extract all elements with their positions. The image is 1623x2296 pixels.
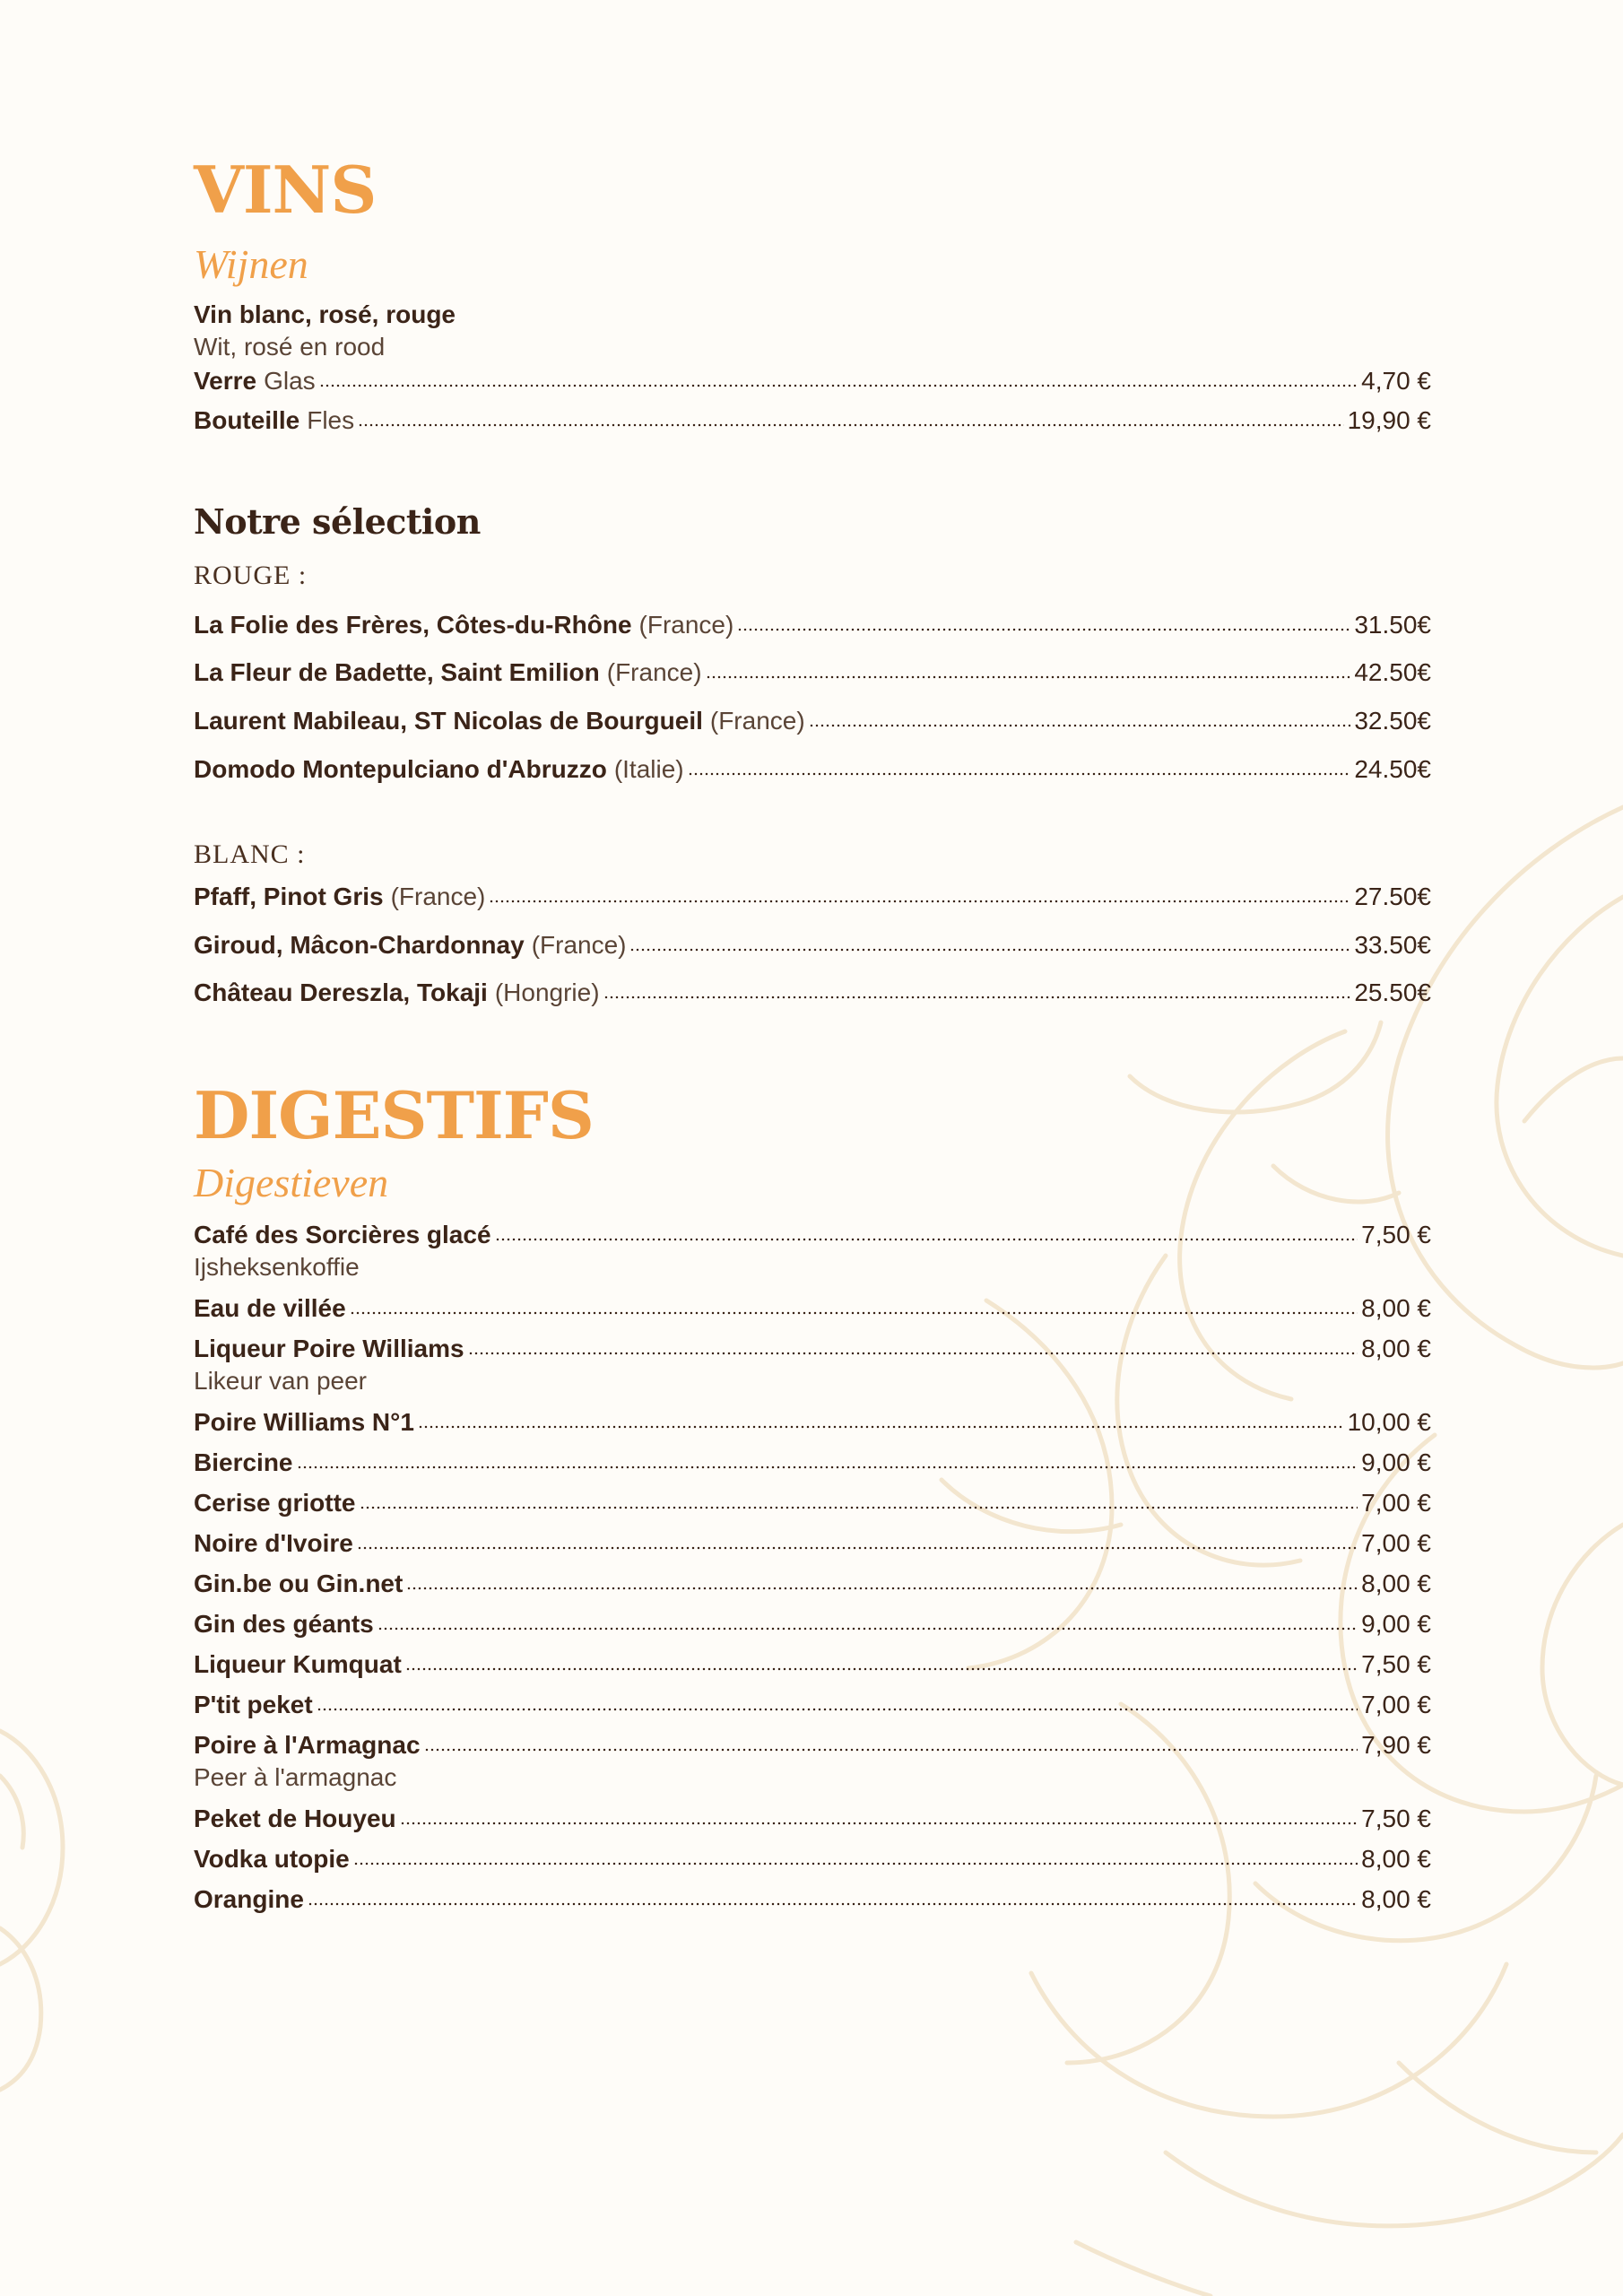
item-note: (France) [638, 611, 734, 639]
item-price: 24.50€ [1354, 755, 1431, 783]
item-price: 7,00 € [1361, 1691, 1431, 1718]
item-price: 4,70 € [1361, 367, 1431, 395]
digestif-row [194, 1569, 1431, 1599]
rouge-label: ROUGE : [194, 561, 308, 590]
wine-row-rouge [194, 610, 1431, 640]
dot-leader [468, 1351, 1358, 1356]
item-price: 27.50€ [1354, 883, 1431, 910]
item-name: Noire d'Ivoire [194, 1529, 353, 1557]
digestif-row [194, 1609, 1431, 1639]
dot-leader [706, 674, 1351, 680]
selection-title: Notre sélection [194, 501, 481, 542]
item-name: Verre [194, 367, 257, 395]
serving-row [194, 405, 1431, 436]
wine-row-blanc [194, 882, 1431, 912]
item-price: 8,00 € [1361, 1335, 1431, 1362]
dot-leader [378, 1626, 1358, 1631]
digestif-row [194, 1220, 1431, 1250]
dot-leader [418, 1424, 1344, 1430]
dot-leader [406, 1586, 1358, 1591]
item-name: Liqueur Poire Williams [194, 1335, 464, 1362]
digestif-row [194, 1407, 1431, 1438]
dot-leader [358, 422, 1343, 428]
dot-leader [353, 1861, 1358, 1866]
item-price: 42.50€ [1354, 658, 1431, 686]
item-price: 25.50€ [1354, 978, 1431, 1006]
item-name: Pfaff, Pinot Gris [194, 883, 384, 910]
item-name: Biercine [194, 1448, 293, 1476]
item-price: 7,00 € [1361, 1529, 1431, 1557]
item-name: Giroud, Mâcon-Chardonnay [194, 931, 525, 959]
digestif-translation: Ijsheksenkoffie [194, 1253, 360, 1281]
item-note: (France) [606, 658, 702, 686]
dot-leader [424, 1747, 1358, 1752]
wine-row-rouge [194, 657, 1431, 688]
digestif-row [194, 1844, 1431, 1874]
dot-leader [809, 723, 1351, 728]
item-name: Cerise griotte [194, 1489, 356, 1517]
wine-intro-subtitle: Wit, rosé en rood [194, 333, 386, 361]
item-name: Domodo Montepulciano d'Abruzzo [194, 755, 607, 783]
item-name: Eau de villée [194, 1294, 346, 1322]
item-name: Laurent Mabileau, ST Nicolas de Bourgueil [194, 707, 703, 735]
dot-leader [350, 1310, 1358, 1316]
item-price: 8,00 € [1361, 1294, 1431, 1322]
item-name: Gin des géants [194, 1610, 374, 1638]
item-name: Poire Williams N°1 [194, 1408, 414, 1436]
item-price: 7,00 € [1361, 1489, 1431, 1517]
item-note: (France) [531, 931, 627, 959]
item-note: (France) [709, 707, 805, 735]
wine-row-blanc [194, 930, 1431, 961]
digestif-translation: Likeur van peer [194, 1367, 368, 1395]
wine-row-rouge [194, 706, 1431, 736]
item-price: 7,50 € [1361, 1650, 1431, 1678]
item-name: Café des Sorcières glacé [194, 1221, 491, 1248]
item-name: Bouteille [194, 406, 300, 434]
digestif-row [194, 1334, 1431, 1364]
dot-leader [357, 1545, 1358, 1551]
dot-leader [360, 1505, 1358, 1510]
digestif-row [194, 1730, 1431, 1761]
dot-leader [308, 1901, 1358, 1907]
item-note: Glas [264, 367, 316, 395]
item-price: 8,00 € [1361, 1885, 1431, 1913]
item-price: 8,00 € [1361, 1845, 1431, 1873]
dot-leader [317, 1707, 1358, 1712]
item-name: La Folie des Frères, Côtes-du-Rhône [194, 611, 632, 639]
digestif-translation: Peer à l'armagnac [194, 1763, 397, 1791]
digestif-row [194, 1649, 1431, 1680]
item-name: Liqueur Kumquat [194, 1650, 402, 1678]
item-name: La Fleur de Badette, Saint Emilion [194, 658, 600, 686]
item-price: 9,00 € [1361, 1448, 1431, 1476]
item-price: 9,00 € [1361, 1610, 1431, 1638]
dot-leader [489, 899, 1350, 904]
item-name: Vodka utopie [194, 1845, 350, 1873]
digestif-row [194, 1884, 1431, 1915]
item-name: Orangine [194, 1885, 304, 1913]
dot-leader [688, 771, 1351, 777]
blanc-label: BLANC : [194, 839, 306, 869]
item-name: P'tit peket [194, 1691, 313, 1718]
item-price: 7,50 € [1361, 1221, 1431, 1248]
item-price: 7,90 € [1361, 1731, 1431, 1759]
dot-leader [495, 1237, 1358, 1242]
item-price: 8,00 € [1361, 1570, 1431, 1597]
dot-leader [405, 1666, 1358, 1672]
section-subtitle-vins: Wijnen [194, 241, 308, 287]
wine-intro-title: Vin blanc, rosé, rouge [194, 300, 456, 328]
dot-leader [400, 1821, 1358, 1826]
item-price: 33.50€ [1354, 931, 1431, 959]
digestif-row [194, 1488, 1431, 1518]
serving-row [194, 366, 1431, 396]
digestif-row [194, 1528, 1431, 1559]
digestif-row [194, 1690, 1431, 1720]
dot-leader [737, 627, 1350, 632]
dot-leader [297, 1465, 1358, 1470]
section-subtitle-digestifs: Digestieven [194, 1160, 389, 1205]
section-title-digestifs: DIGESTIFS [194, 1077, 594, 1153]
item-name: Château Dereszla, Tokaji [194, 978, 488, 1006]
wine-row-blanc [194, 978, 1431, 1008]
item-price: 31.50€ [1354, 611, 1431, 639]
dot-leader [319, 383, 1358, 388]
item-note: (Italie) [613, 755, 684, 783]
item-price: 10,00 € [1347, 1408, 1431, 1436]
digestif-row [194, 1448, 1431, 1478]
item-note: (Hongrie) [494, 978, 600, 1006]
digestif-row [194, 1804, 1431, 1834]
dot-leader [603, 995, 1351, 1000]
item-price: 32.50€ [1354, 707, 1431, 735]
item-note: Fles [307, 406, 355, 434]
item-name: Gin.be ou Gin.net [194, 1570, 404, 1597]
item-name: Poire à l'Armagnac [194, 1731, 421, 1759]
wine-row-rouge [194, 754, 1431, 785]
section-title-vins: VINS [194, 152, 377, 228]
digestif-row [194, 1293, 1431, 1324]
item-name: Peket de Houyeu [194, 1805, 396, 1832]
item-price: 7,50 € [1361, 1805, 1431, 1832]
item-note: (France) [390, 883, 486, 910]
dot-leader [629, 947, 1350, 952]
item-price: 19,90 € [1347, 406, 1431, 434]
